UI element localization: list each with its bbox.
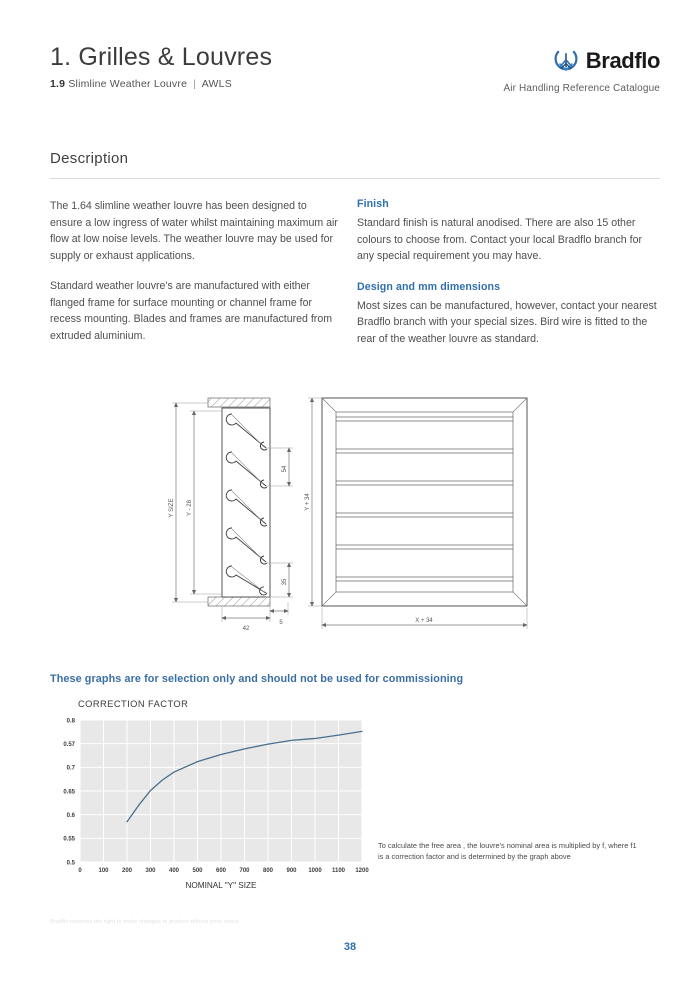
brand-tagline: Air Handling Reference Catalogue (503, 83, 660, 94)
design-text: Most sizes can be manufactured, however, contact your nearest Bradflo branch with your special sizes. Bird wire is fitted to the rear of the weather louvre as standard. (357, 299, 657, 345)
section-number: 1.9 (50, 77, 66, 90)
y-axis-tick-label: 0.5 (66, 860, 75, 867)
page-title: 1. Grilles & Louvres (50, 43, 273, 71)
brand-row (360, 48, 660, 74)
x-axis-tick-label: 0 (78, 868, 82, 874)
x-axis-tick-label: 800 (262, 868, 274, 874)
description-paragraph-2: Standard weather louvre's are manufactured with either flanged frame for surface mounting or channel frame for recess mounting. Blades and frames are manufactured from extruded aluminium. (50, 280, 333, 342)
description-paragraph-1: The 1.64 slimline weather louvre has been designed to ensure a low ingress of water whilst maintaining maximum air flow at low noise levels. The weather louvre may be used for supply or exhaust applications. (50, 200, 338, 262)
description-right-column (357, 198, 657, 361)
dim-x-plus-34: X + 34 (415, 618, 433, 624)
x-axis-title: NOMINAL "Y" SIZE (185, 881, 257, 890)
finish-text: Standard finish is natural anodised. There are also 15 other colours to choose from. Contact your local Bradflo branch for any special requirement you may have. (357, 217, 642, 262)
footer-fine-print: Bradflo reserves the right to make changes to product without prior notice (50, 919, 239, 925)
dim-42: 42 (242, 626, 250, 632)
description-heading: Description (50, 150, 129, 167)
page-number: 38 (343, 941, 357, 953)
x-axis-tick-label: 1000 (308, 868, 322, 874)
x-axis-tick-label: 500 (192, 868, 203, 874)
x-axis-tick-label: 600 (215, 868, 227, 874)
free-area-calculation-note: To calculate the free area , the louvre's nominal area is multiplied by f, where f1 is a correction factor and is determined by the graph above (378, 841, 637, 861)
design-heading: Design and mm dimensions (357, 280, 501, 293)
y-axis-tick-label: 0.7 (66, 765, 75, 772)
x-axis-tick-label: 100 (98, 868, 109, 874)
dim-y-minus-28: Y - 28 (187, 500, 193, 516)
x-axis-tick-label: 700 (239, 868, 250, 874)
product-code: AWLS (201, 77, 232, 90)
page-header (50, 44, 660, 108)
x-axis-tick-label: 900 (286, 868, 297, 874)
chart-title: CORRECTION FACTOR (78, 699, 189, 709)
correction-factor-chart (50, 714, 370, 894)
y-axis-tick-label: 0.65 (63, 789, 75, 796)
dim-54: 54 (282, 465, 288, 473)
dim-y-plus-34: Y + 34 (305, 493, 311, 511)
front-view-drawing (308, 398, 527, 629)
x-axis-tick-label: 400 (168, 868, 180, 874)
y-axis-tick-label: 0.8 (66, 718, 75, 725)
x-axis-tick-label: 1200 (355, 868, 369, 874)
graph-notice: These graphs are for selection only and should not be used for commissioning (50, 673, 464, 685)
x-axis-tick-label: 300 (145, 868, 156, 874)
brand-block (360, 48, 660, 94)
finish-heading: Finish (357, 198, 389, 210)
subtitle-separator: | (193, 77, 197, 90)
dim-35: 35 (282, 578, 288, 586)
y-axis-tick-label: 0.6 (66, 813, 75, 820)
section-name: Slimline Weather Louvre (68, 77, 188, 90)
brand-name: Bradflo (585, 48, 660, 73)
dim-5: 5 (279, 620, 283, 626)
description-left-column (50, 198, 340, 358)
x-axis-tick-label: 1100 (331, 868, 346, 874)
bradflo-logo-icon (553, 48, 579, 74)
y-axis-tick-label: 0.55 (63, 836, 75, 843)
x-axis-tick-label: 200 (121, 868, 133, 874)
header-divider (50, 178, 660, 179)
y-axis-tick-label: 0.57 (63, 742, 75, 749)
technical-drawing (160, 390, 560, 645)
dim-y-size: Y SIZE (169, 498, 175, 518)
